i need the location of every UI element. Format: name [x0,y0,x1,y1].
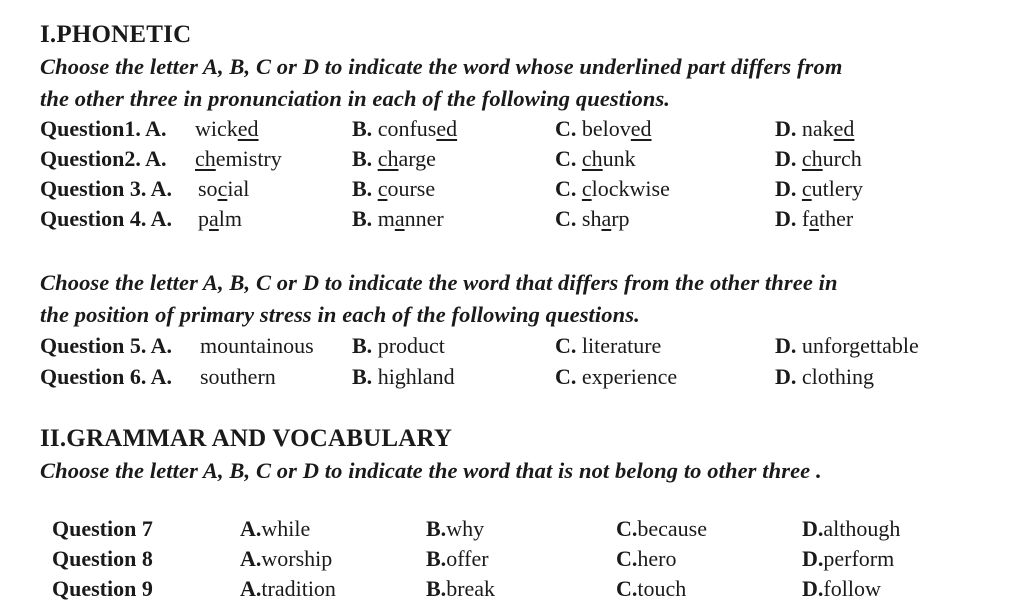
option-letter: B. [352,206,373,231]
answer-option-a[interactable] [240,516,310,542]
option-text: ther [818,206,854,231]
option-text: lockwise [591,176,670,201]
underlined-part: a [209,206,219,231]
option-letter: B. [426,546,447,571]
option-text: ial [227,176,250,201]
underlined-part: c [801,176,812,201]
option-text: f [796,206,810,231]
option-letter: C. [555,206,577,231]
underlined-part: c [581,176,592,201]
underlined-part: ch [377,146,399,171]
option-letter: C. [616,546,638,571]
answer-option-d[interactable] [802,576,881,602]
option-text: offer [446,546,489,571]
option-text: hero [637,546,677,571]
answer-option-b[interactable] [352,146,436,172]
answer-option-c[interactable] [555,146,636,172]
question-label: Question1. A. [40,116,167,141]
instruction-odd-one-out: Choose the letter A, B, C or D to indicate the word that is not belong to other three . [40,458,822,483]
instruction-stress-line2: the position of primary stress in each of the following questions. [40,302,640,327]
underlined-part: a [394,206,405,231]
option-text: lm [218,206,242,231]
answer-option-d[interactable] [802,546,894,572]
option-text: ourse [387,176,436,201]
answer-option-a[interactable] [240,546,332,572]
option-text: mountainous [200,333,314,358]
option-text: nak [796,116,834,141]
option-text: utlery [811,176,863,201]
option-text: belov [576,116,631,141]
answer-option-c[interactable] [616,546,676,572]
option-text: perform [823,546,895,571]
answer-option-b[interactable] [352,206,444,232]
option-letter: C. [555,176,577,201]
option-letter: D. [775,206,797,231]
answer-option-a[interactable] [198,176,249,202]
option-letter: D. [775,333,797,358]
option-letter: B. [352,364,373,389]
option-text: unforgettable [796,333,919,358]
option-text: southern [200,364,276,389]
option-text: sh [576,206,602,231]
option-text: nner [404,206,444,231]
answer-option-d[interactable] [802,516,900,542]
answer-option-c[interactable] [616,576,686,602]
answer-option-a[interactable] [198,206,242,232]
underlined-part: a [809,206,819,231]
option-letter: D. [775,146,797,171]
option-text: so [198,176,218,201]
underlined-part: a [601,206,612,231]
underlined-part: ed [237,116,259,141]
answer-option-b[interactable] [352,333,445,359]
option-letter: B. [352,146,373,171]
option-text: while [261,516,311,541]
option-text: follow [823,576,881,601]
option-letter: D. [802,546,824,571]
answer-option-a[interactable] [200,364,276,390]
underlined-part: ed [630,116,652,141]
answer-option-b[interactable] [426,516,484,542]
option-text: worship [261,546,333,571]
underlined-part: c [377,176,388,201]
option-letter: B. [352,116,373,141]
instruction-pronunciation-line1: Choose the letter A, B, C or D to indicate the word whose underlined part differs from [40,54,843,79]
option-letter: D. [802,516,824,541]
answer-option-d[interactable] [775,116,854,142]
underlined-part: ch [581,146,603,171]
answer-option-a[interactable] [195,116,259,142]
option-text: p [198,206,209,231]
option-text: wick [195,116,238,141]
answer-option-c[interactable] [555,176,670,202]
question-label: Question 9 [52,576,153,601]
option-letter: A. [240,516,262,541]
underlined-part: ch [195,146,216,171]
option-text: emistry [215,146,282,171]
option-text: literature [576,333,662,358]
underlined-part: ch [801,146,823,171]
answer-option-b[interactable] [426,546,489,572]
answer-option-d[interactable] [775,333,919,359]
underlined-part: c [217,176,228,201]
option-letter: B. [426,576,447,601]
option-text: tradition [261,576,336,601]
question-label: Question2. A. [40,146,167,171]
answer-option-d[interactable] [775,364,874,390]
underlined-part: ed [833,116,855,141]
option-letter: B. [352,176,373,201]
option-text: although [823,516,901,541]
answer-option-a[interactable] [200,333,314,359]
answer-option-b[interactable] [352,176,435,202]
answer-option-c[interactable] [616,516,707,542]
option-letter: A. [240,576,262,601]
answer-option-a[interactable] [240,576,336,602]
answer-option-b[interactable] [352,364,455,390]
answer-option-c[interactable] [555,364,677,390]
option-letter: C. [616,576,638,601]
answer-option-a[interactable] [195,146,282,172]
option-text: rp [611,206,630,231]
option-letter: B. [352,333,373,358]
option-letter: C. [616,516,638,541]
option-text: confus [372,116,437,141]
section-title-grammar: II.GRAMMAR AND VOCABULARY [40,425,453,452]
option-text: touch [637,576,687,601]
instruction-stress-line1: Choose the letter A, B, C or D to indicate the word that differs from the other three in [40,270,838,295]
instruction-pronunciation-line2: the other three in pronunciation in each of the following questions. [40,86,671,111]
option-letter: D. [802,576,824,601]
answer-option-c[interactable] [555,333,661,359]
answer-option-d[interactable] [775,206,853,232]
answer-option-d[interactable] [775,176,863,202]
answer-option-c[interactable] [555,116,652,142]
answer-option-b[interactable] [426,576,495,602]
option-text: because [637,516,708,541]
option-letter: C. [555,116,577,141]
option-text: arge [398,146,436,171]
question-label: Question 6. A. [40,364,173,389]
option-letter: A. [240,546,262,571]
option-letter: C. [555,364,577,389]
option-text: product [372,333,445,358]
section-title-phonetic: I.PHONETIC [40,21,192,48]
question-label: Question 8 [52,546,153,571]
answer-option-c[interactable] [555,206,630,232]
option-letter: C. [555,146,577,171]
option-text: m [372,206,395,231]
answer-option-d[interactable] [775,146,862,172]
option-text: highland [372,364,455,389]
option-letter: C. [555,333,577,358]
option-text: experience [576,364,678,389]
option-letter: D. [775,176,797,201]
option-text: why [446,516,485,541]
question-label: Question 7 [52,516,153,541]
option-text: break [446,576,496,601]
underlined-part: ed [436,116,458,141]
option-text: urch [822,146,862,171]
question-label: Question 4. A. [40,206,173,231]
option-text: unk [602,146,636,171]
question-label: Question 5. A. [40,333,173,358]
answer-option-b[interactable] [352,116,457,142]
option-letter: D. [775,116,797,141]
option-text: clothing [796,364,874,389]
option-letter: D. [775,364,797,389]
question-label: Question 3. A. [40,176,173,201]
option-letter: B. [426,516,447,541]
